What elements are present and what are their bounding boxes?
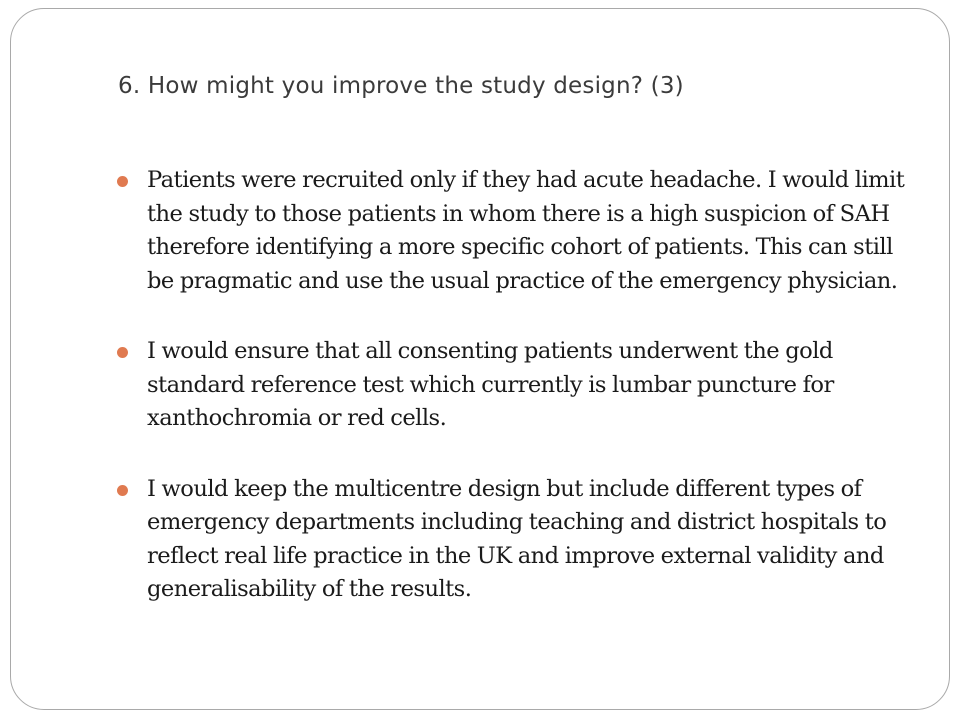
bullet-text: I would ensure that all consenting patients underwent the gold standard reference test which currently is lumbar puncture for xanthochromia or red cells. bbox=[147, 338, 834, 431]
bullet-item-2 bbox=[117, 335, 917, 436]
bullet-dot-icon bbox=[117, 347, 128, 358]
bullet-text: I would keep the multicentre design but include different types of emergency departments including teaching and district hospitals to reflect real life practice in the UK and improve external validity and generalisability of the results. bbox=[147, 475, 887, 602]
bullet-text: Patients were recruited only if they had acute headache. I would limit the study to those patients in whom there is a high suspicion of SAH therefore identifying a more specific cohort of patients. This can still be pragmatic and use the usual practice of the emergency physician. bbox=[147, 167, 905, 294]
slide-title: 6. How might you improve the study design? (3) bbox=[118, 73, 684, 99]
bullet-dot-icon bbox=[117, 176, 128, 187]
slide-frame bbox=[10, 8, 950, 710]
bullet-list bbox=[117, 164, 917, 644]
bullet-item-1 bbox=[117, 164, 917, 298]
bullet-item-3 bbox=[117, 473, 917, 607]
bullet-dot-icon bbox=[117, 485, 128, 496]
